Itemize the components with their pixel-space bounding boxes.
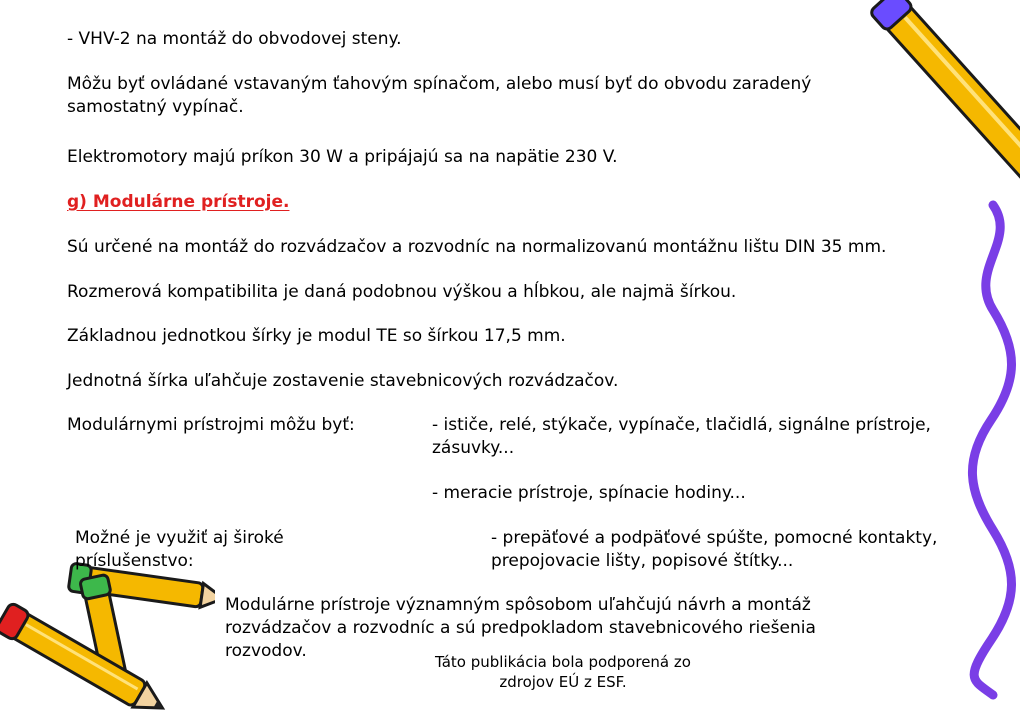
text-din-rail: Sú určené na montáž do rozvádzačov a rozvodníc na normalizovanú montážnu lištu DIN 35 mm. xyxy=(67,237,887,257)
section-heading: g) Modulárne prístroje. xyxy=(67,192,290,212)
footer-note: Táto publikácia bola podporená zo zdrojov EÚ z ESF. xyxy=(435,653,691,691)
modular-item-1: - ističe, relé, stýkače, vypínače, tlačidlá, signálne prístroje, zásuvky... xyxy=(432,415,931,458)
text-motors: Elektromotory majú príkon 30 W a pripájajú sa na napätie 230 V. xyxy=(67,147,618,167)
text-compatibility: Rozmerová kompatibilita je daná podobnou výškou a hĺbkou, ale najmä šírkou. xyxy=(67,282,737,302)
squiggle-decoration xyxy=(963,200,1023,700)
accessories-item: - prepäťové a podpäťové spúšte, pomocné kontakty, prepojovacie lišty, popisové štítky... xyxy=(491,528,938,571)
modular-item-2: - meracie prístroje, spínacie hodiny... xyxy=(432,483,746,503)
text-uniform-width: Jednotná šírka uľahčuje zostavenie stavebnicových rozvádzačov. xyxy=(67,371,619,391)
accessories-label: Možné je využiť aj široké príslušenstvo: xyxy=(75,528,284,571)
text-line-vhv2: - VHV-2 na montáž do obvodovej steny. xyxy=(67,29,402,49)
text-te-module: Základnou jednotkou šírky je modul TE so šírkou 17,5 mm. xyxy=(67,326,566,346)
summary-text: Modulárne prístroje významným spôsobom uľahčujú návrh a montáž rozvádzačov a rozvodníc a sú predpokladom stavebnicového riešenia rozvodov. xyxy=(225,595,816,661)
text-control-note: Môžu byť ovládané vstavaným ťahovým spínačom, alebo musí byť do obvodu zaradený samostatný vypínač. xyxy=(67,74,812,117)
pencil-icon xyxy=(860,0,1020,230)
modular-label: Modulárnymi prístrojmi môžu byť: xyxy=(67,415,355,435)
pencils-icon xyxy=(0,560,215,710)
